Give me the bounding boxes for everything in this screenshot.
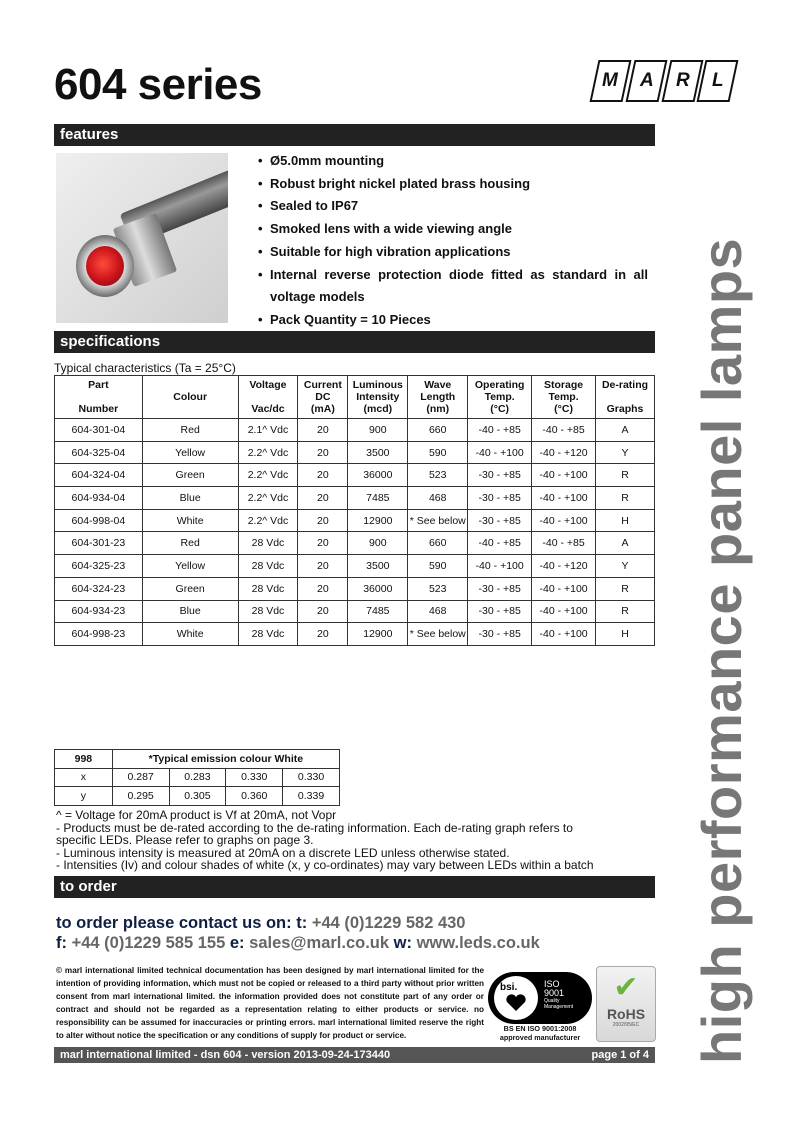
emission-cell: 0.283 bbox=[169, 768, 226, 787]
spec-cell: -40 - +100 bbox=[532, 509, 596, 532]
rohs-label: RoHS bbox=[606, 1006, 646, 1022]
spec-cell: Yellow bbox=[142, 441, 238, 464]
spec-row bbox=[55, 555, 655, 578]
heart-icon bbox=[506, 994, 526, 1012]
spec-cell: 20 bbox=[298, 532, 348, 555]
spec-cell: R bbox=[596, 600, 655, 623]
spec-row bbox=[55, 464, 655, 487]
spec-cell: 604-325-04 bbox=[55, 441, 143, 464]
spec-cell: 900 bbox=[348, 419, 408, 442]
spec-cell: 20 bbox=[298, 419, 348, 442]
spec-cell: 660 bbox=[408, 419, 468, 442]
spec-cell: H bbox=[596, 509, 655, 532]
spec-cell: 2.2^ Vdc bbox=[238, 509, 298, 532]
spec-row bbox=[55, 623, 655, 646]
bsi-caption: BS EN ISO 9001:2008 approved manufacturer bbox=[499, 1024, 581, 1042]
rohs-logo bbox=[596, 966, 656, 1042]
spec-cell: A bbox=[596, 419, 655, 442]
col-header-operating-temp: Operating Temp. (°C) bbox=[468, 376, 532, 419]
spec-cell: -30 - +85 bbox=[468, 464, 532, 487]
emission-cell: 0.339 bbox=[283, 787, 340, 806]
features-list bbox=[258, 150, 648, 332]
feature-item: • Smoked lens with a wide viewing angle bbox=[258, 221, 513, 237]
page-footer bbox=[54, 1047, 655, 1063]
logo-letter: M bbox=[602, 70, 619, 91]
spec-cell: -40 - +100 bbox=[468, 441, 532, 464]
spec-cell: 20 bbox=[298, 577, 348, 600]
spec-cell: -40 - +100 bbox=[532, 487, 596, 510]
spec-cell: 28 Vdc bbox=[238, 600, 298, 623]
emission-cell: 0.330 bbox=[283, 768, 340, 787]
spec-cell: Y bbox=[596, 555, 655, 578]
spec-cell: 604-324-04 bbox=[55, 464, 143, 487]
emission-cell: x bbox=[55, 768, 113, 787]
fax-label: f: bbox=[56, 933, 67, 952]
page-number: page 1 of 4 bbox=[591, 1049, 649, 1061]
spec-cell: R bbox=[596, 577, 655, 600]
note-line: - Intensities (Iv) and colour shades of white (x, y co-ordinates) may vary between LEDs within a batch bbox=[56, 858, 594, 873]
spec-cell: 900 bbox=[348, 532, 408, 555]
spec-cell: -40 - +120 bbox=[532, 555, 596, 578]
col-header-colour: Colour bbox=[142, 376, 238, 419]
note-line: ^ = Voltage for 20mA product is Vf at 20mA, not Vopr bbox=[56, 808, 337, 822]
spec-cell: 20 bbox=[298, 487, 348, 510]
telephone-label: t: bbox=[296, 914, 308, 932]
spec-cell: -40 - +85 bbox=[532, 419, 596, 442]
spec-cell: 604-934-23 bbox=[55, 600, 143, 623]
website-label: w: bbox=[393, 933, 412, 952]
bsi-certification-logo: bsi. ISO 9001 Quality Management bbox=[488, 972, 592, 1024]
spec-cell: Blue bbox=[142, 600, 238, 623]
spec-cell: R bbox=[596, 464, 655, 487]
spec-cell: 604-934-04 bbox=[55, 487, 143, 510]
spec-cell: H bbox=[596, 623, 655, 646]
spec-cell: 468 bbox=[408, 600, 468, 623]
col-header-derating-graphs: De-rating Graphs bbox=[596, 376, 655, 419]
notes bbox=[56, 809, 656, 872]
spec-cell: -30 - +85 bbox=[468, 577, 532, 600]
spec-row bbox=[55, 441, 655, 464]
telephone-number[interactable]: +44 (0)1229 582 430 bbox=[311, 914, 466, 932]
spec-cell: 2.2^ Vdc bbox=[238, 441, 298, 464]
spec-cell: White bbox=[142, 509, 238, 532]
spec-cell: 604-301-23 bbox=[55, 532, 143, 555]
emission-row bbox=[55, 787, 340, 806]
spec-row bbox=[55, 487, 655, 510]
spec-cell: 20 bbox=[298, 441, 348, 464]
spec-cell: 604-998-23 bbox=[55, 623, 143, 646]
spec-cell: 3500 bbox=[348, 555, 408, 578]
col-header-wave-length: Wave Length (nm) bbox=[408, 376, 468, 419]
col-header-voltage: Voltage Vac/dc bbox=[238, 376, 298, 419]
spec-cell: -40 - +100 bbox=[532, 577, 596, 600]
spec-cell: 7485 bbox=[348, 600, 408, 623]
specifications-table bbox=[54, 375, 655, 646]
emission-cell: 0.305 bbox=[169, 787, 226, 806]
spec-cell: 604-998-04 bbox=[55, 509, 143, 532]
feature-item: • Sealed to IP67 bbox=[258, 198, 359, 214]
features-header: features bbox=[54, 124, 655, 146]
col-header-storage-temp: Storage Temp. (°C) bbox=[532, 376, 596, 419]
spec-cell: -30 - +85 bbox=[468, 600, 532, 623]
emission-cell: 0.330 bbox=[226, 768, 283, 787]
emission-cell: 0.360 bbox=[226, 787, 283, 806]
spec-cell: Red bbox=[142, 532, 238, 555]
spec-cell: -30 - +85 bbox=[468, 509, 532, 532]
spec-cell: 2.2^ Vdc bbox=[238, 464, 298, 487]
spec-cell: 20 bbox=[298, 464, 348, 487]
spec-cell: -40 - +100 bbox=[532, 623, 596, 646]
spec-cell: -40 - +100 bbox=[532, 464, 596, 487]
spec-cell: 20 bbox=[298, 509, 348, 532]
spec-cell: 523 bbox=[408, 464, 468, 487]
emission-colour-table bbox=[54, 749, 340, 806]
page-title: 604 series bbox=[54, 60, 262, 109]
col-header-part-number: Part Number bbox=[55, 376, 143, 419]
logo-letter: A bbox=[639, 70, 653, 91]
marl-logo bbox=[594, 60, 734, 102]
spec-cell: 2.2^ Vdc bbox=[238, 487, 298, 510]
spec-cell: 3500 bbox=[348, 441, 408, 464]
checkmark-icon: ✔ bbox=[613, 971, 639, 1004]
spec-cell: 28 Vdc bbox=[238, 623, 298, 646]
feature-item: • Suitable for high vibration applications bbox=[258, 243, 511, 259]
spec-cell: 590 bbox=[408, 555, 468, 578]
side-tagline: high performance panel lamps bbox=[690, 237, 753, 1064]
iso-number: 9001 bbox=[544, 988, 565, 998]
email-link[interactable]: sales@marl.co.uk bbox=[249, 933, 390, 952]
legal-disclaimer: © marl international limited technical documentation has been designed by marl international limited for the intention of providing information, which must not be copied or released to a third party without prior written consent from marl international limited. the information provided does not constitute part of any order or contract and should not be regarded as a representation relating to either products or service. no responsibility can be assumed for inaccuracies or printing errors. marl international limited reserve the right to alter without notice the specification or any conditions of supply for product or service. bbox=[56, 966, 484, 1041]
fax-number: +44 (0)1229 585 155 bbox=[71, 933, 226, 952]
spec-cell: -40 - +85 bbox=[468, 419, 532, 442]
spec-cell: 523 bbox=[408, 577, 468, 600]
spec-cell: Blue bbox=[142, 487, 238, 510]
spec-cell: A bbox=[596, 532, 655, 555]
spec-cell: White bbox=[142, 623, 238, 646]
spec-row bbox=[55, 509, 655, 532]
spec-cell: -40 - +100 bbox=[468, 555, 532, 578]
spec-row bbox=[55, 600, 655, 623]
spec-cell: Y bbox=[596, 441, 655, 464]
spec-cell: -30 - +85 bbox=[468, 623, 532, 646]
spec-cell: -40 - +100 bbox=[532, 600, 596, 623]
spec-cell: 36000 bbox=[348, 464, 408, 487]
note-line: - Luminous intensity is measured at 20mA on a discrete LED unless otherwise stated. bbox=[56, 845, 510, 860]
spec-cell: 28 Vdc bbox=[238, 532, 298, 555]
note-line: - Products must be de-rated according to the de-rating information. Each de-rating graph refers to bbox=[56, 820, 573, 835]
emission-code: 998 bbox=[55, 750, 113, 769]
spec-cell: * See below bbox=[408, 509, 468, 532]
spec-cell: 20 bbox=[298, 600, 348, 623]
note-line: specific LEDs. Please refer to graphs on page 3. bbox=[56, 833, 314, 848]
spec-cell: 28 Vdc bbox=[238, 555, 298, 578]
feature-item: • Internal reverse protection diode fitted as standard in all voltage models bbox=[258, 266, 648, 305]
spec-cell: -40 - +85 bbox=[468, 532, 532, 555]
spec-cell: 12900 bbox=[348, 509, 408, 532]
bsi-brand: bsi. bbox=[500, 982, 518, 993]
feature-item: • Robust bright nickel plated brass housing bbox=[258, 175, 531, 191]
spec-cell: 604-324-23 bbox=[55, 577, 143, 600]
spec-cell: -40 - +120 bbox=[532, 441, 596, 464]
emission-row bbox=[55, 768, 340, 787]
spec-cell: 7485 bbox=[348, 487, 408, 510]
spec-row bbox=[55, 532, 655, 555]
spec-row bbox=[55, 419, 655, 442]
contact-intro: to order please contact us on: bbox=[56, 914, 292, 932]
spec-cell: 20 bbox=[298, 623, 348, 646]
feature-item: • Ø5.0mm mounting bbox=[258, 153, 385, 168]
contact-info bbox=[56, 914, 540, 953]
email-label: e: bbox=[229, 933, 245, 952]
col-header-current: Current DC (mA) bbox=[298, 376, 348, 419]
spec-cell: 12900 bbox=[348, 623, 408, 646]
emission-header-row bbox=[55, 750, 340, 769]
spec-cell: 660 bbox=[408, 532, 468, 555]
spec-header-row bbox=[55, 376, 655, 419]
to-order-header: to order bbox=[54, 876, 655, 898]
website-link[interactable]: www.leds.co.uk bbox=[416, 933, 540, 952]
emission-cell: y bbox=[55, 787, 113, 806]
iso-label: ISO bbox=[544, 979, 560, 989]
spec-cell: 36000 bbox=[348, 577, 408, 600]
spec-table-body bbox=[55, 419, 655, 646]
spec-cell: Green bbox=[142, 577, 238, 600]
product-photo bbox=[56, 153, 228, 323]
spec-cell: R bbox=[596, 487, 655, 510]
spec-cell: Red bbox=[142, 419, 238, 442]
spec-cell: 28 Vdc bbox=[238, 577, 298, 600]
spec-row bbox=[55, 577, 655, 600]
spec-cell: Green bbox=[142, 464, 238, 487]
emission-caption: *Typical emission colour White bbox=[112, 750, 339, 769]
spec-cell: -30 - +85 bbox=[468, 487, 532, 510]
spec-cell: 468 bbox=[408, 487, 468, 510]
spec-cell: 20 bbox=[298, 555, 348, 578]
footer-document-info: marl international limited - dsn 604 - version 2013-09-24-173440 bbox=[60, 1049, 391, 1061]
spec-cell: 604-301-04 bbox=[55, 419, 143, 442]
specifications-header: specifications bbox=[54, 331, 655, 353]
spec-cell: 604-325-23 bbox=[55, 555, 143, 578]
emission-cell: 0.287 bbox=[112, 768, 169, 787]
spec-cell: 590 bbox=[408, 441, 468, 464]
rohs-directive: 2002/95/EC bbox=[612, 1022, 640, 1028]
feature-item: • Pack Quantity = 10 Pieces bbox=[258, 311, 431, 327]
spec-cell: * See below bbox=[408, 623, 468, 646]
emission-cell: 0.295 bbox=[112, 787, 169, 806]
spec-cell: Yellow bbox=[142, 555, 238, 578]
logo-letter: L bbox=[711, 70, 724, 91]
logo-letter: R bbox=[675, 70, 689, 91]
typical-characteristics-label: Typical characteristics (Ta = 25°C) bbox=[54, 361, 236, 375]
col-header-luminous-intensity: Luminous Intensity (mcd) bbox=[348, 376, 408, 419]
spec-cell: -40 - +85 bbox=[532, 532, 596, 555]
spec-cell: 2.1^ Vdc bbox=[238, 419, 298, 442]
